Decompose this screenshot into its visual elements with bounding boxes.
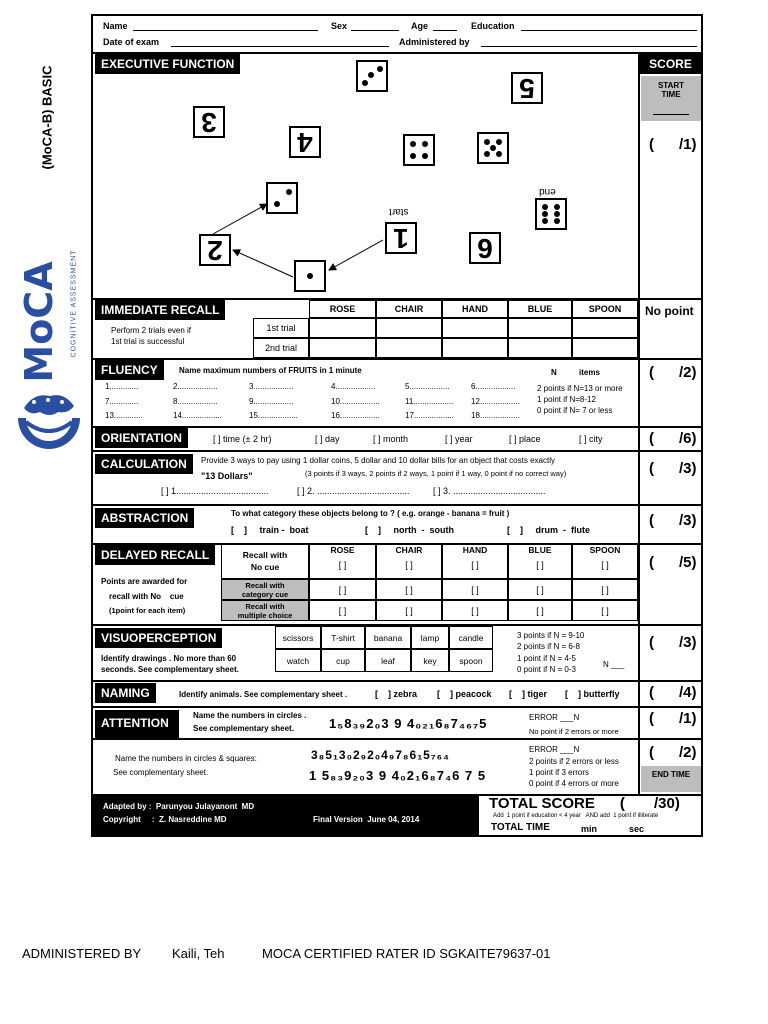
immediate-note-2: 1st trial is successful bbox=[111, 337, 185, 346]
calculation-title: CALCULATION bbox=[95, 454, 193, 474]
number-5[interactable]: 5 bbox=[511, 72, 543, 104]
delayed-col-rose: ROSE bbox=[330, 545, 355, 555]
side-title: (MoCA-B) BASIC bbox=[39, 65, 55, 170]
executive-title: EXECUTIVE FUNCTION bbox=[95, 54, 240, 74]
visuo-item-key[interactable]: key bbox=[411, 649, 449, 672]
age-field[interactable] bbox=[433, 30, 457, 31]
trial1-rose[interactable] bbox=[309, 318, 376, 338]
score-header: SCORE bbox=[640, 54, 701, 74]
trial1-chair[interactable] bbox=[376, 318, 442, 338]
visuo-item-leaf[interactable]: leaf bbox=[365, 649, 411, 672]
trial1-hand[interactable] bbox=[442, 318, 508, 338]
education-field[interactable] bbox=[521, 30, 697, 31]
delayed-category-blue[interactable]: [ ] bbox=[508, 579, 572, 600]
fluency-slot-12[interactable]: 12.................. bbox=[471, 397, 520, 406]
fluency-score[interactable]: ( /2) bbox=[649, 364, 697, 381]
calc-instruction: Provide 3 ways to pay using 1 dollar coins, 5 dollar and 10 dollar bills for an object that costs exactly bbox=[201, 456, 555, 465]
fluency-slot-11[interactable]: 11.................. bbox=[405, 397, 454, 406]
delayed-choice-rose[interactable]: [ ] bbox=[309, 600, 376, 621]
date-label: Date of exam bbox=[103, 37, 160, 47]
attention-error-2-points-1: 1 point if 3 errors bbox=[529, 768, 590, 777]
administered-label: Administered by bbox=[399, 37, 470, 47]
footer-adapted: Adapted by : Parunyou Julayanont MD bbox=[103, 802, 255, 811]
visuo-instruction: Identify drawings . No more than 60 seconds. See complementary sheet. bbox=[101, 654, 239, 674]
name-field[interactable] bbox=[133, 30, 318, 31]
naming-zebra[interactable]: [ ] zebra bbox=[375, 689, 418, 699]
delayed-category-spoon[interactable]: [ ] bbox=[572, 579, 638, 600]
col-rose: ROSE bbox=[309, 300, 376, 318]
visuo-score[interactable]: ( /3) bbox=[649, 634, 697, 651]
naming-title: NAMING bbox=[95, 683, 156, 703]
visuo-points-3: 3 points if N = 9-10 bbox=[517, 631, 585, 640]
orientation-score[interactable]: ( /6) bbox=[649, 430, 697, 447]
fluency-slot-6[interactable]: 6.................. bbox=[471, 382, 516, 391]
fluency-slot-16[interactable]: 16.................. bbox=[331, 411, 380, 420]
delayed-no-cue-hand[interactable]: [ ] bbox=[442, 543, 508, 579]
delayed-note-1: Points are awarded for bbox=[101, 577, 188, 586]
abstraction-title: ABSTRACTION bbox=[95, 508, 194, 528]
dice-one[interactable] bbox=[294, 260, 326, 292]
moca-form bbox=[91, 14, 703, 837]
brain-globe-icon bbox=[14, 388, 84, 450]
bottom-administered-by: ADMINISTERED BY bbox=[22, 946, 142, 961]
attention-sequence-2a: 3₈5₁3₀2₉2₀4₉7₈6₁5₇₆₄ bbox=[311, 748, 450, 762]
orient-day[interactable]: [ ] day bbox=[315, 434, 340, 444]
orientation-title: ORIENTATION bbox=[95, 428, 188, 448]
visuo-item-watch[interactable]: watch bbox=[275, 649, 321, 672]
fluency-slot-14[interactable]: 14.................. bbox=[173, 411, 222, 420]
trial1-blue[interactable] bbox=[508, 318, 572, 338]
total-time-sec[interactable]: sec bbox=[629, 824, 645, 834]
fluency-points-1: 1 point if N=8-12 bbox=[537, 395, 596, 404]
fluency-n-items[interactable]: N items bbox=[551, 368, 600, 377]
dice-three[interactable] bbox=[356, 60, 388, 92]
fluency-slot-5[interactable]: 5.................. bbox=[405, 382, 450, 391]
executive-score[interactable]: ( /1) bbox=[649, 136, 697, 153]
abstraction-north-south[interactable]: [ ] north - south bbox=[365, 525, 454, 535]
total-score[interactable]: TOTAL SCORE ( /30) bbox=[489, 795, 680, 812]
delayed-choice-blue[interactable]: [ ] bbox=[508, 600, 572, 621]
attention-sequence-1: 1₅8₃₉2₀3 9 4₀₂₁6₈7₄₆₇5 bbox=[329, 716, 488, 731]
bottom-rater-id: MOCA CERTIFIED RATER ID SGKAITE79637-01 bbox=[262, 946, 551, 961]
col-chair: CHAIR bbox=[376, 300, 442, 318]
delayed-category-rose[interactable]: [ ] bbox=[309, 579, 376, 600]
attention-error-2[interactable]: ERROR ___N bbox=[529, 745, 580, 754]
delayed-note-2: recall with No cue bbox=[109, 592, 184, 601]
naming-tiger[interactable]: [ ] tiger bbox=[509, 689, 547, 699]
delayed-no-cue-rose[interactable]: [ ] bbox=[309, 543, 376, 579]
total-note: Add 1 point if education < 4 year AND add 1 point if illiterate bbox=[493, 813, 659, 819]
date-field[interactable] bbox=[171, 46, 389, 47]
attention-instruction-1b: See complementary sheet. bbox=[193, 724, 294, 733]
fluency-slot-18[interactable]: 18.................. bbox=[471, 411, 520, 420]
trial-1-label: 1st trial bbox=[253, 318, 309, 338]
attention-error-2-points-2: 2 points if 2 errors or less bbox=[529, 757, 619, 766]
calc-way-3[interactable]: [ ] 3. ..................................... bbox=[433, 486, 546, 496]
bottom-rater-name: Kaili, Teh bbox=[172, 946, 225, 961]
abstraction-instruction: To what category these objects belong to ? ( e.g. orange - banana = fruit ) bbox=[231, 509, 510, 518]
fluency-points-2: 2 points if N=13 or more bbox=[537, 384, 623, 393]
trial2-spoon[interactable] bbox=[572, 338, 638, 358]
attention-error-2-points-0: 0 point if 4 errors or more bbox=[529, 779, 619, 788]
fluency-slot-1[interactable]: 1............. bbox=[105, 382, 139, 391]
immediate-note: Perform 2 trials even if bbox=[111, 326, 192, 335]
visuo-item-candle[interactable]: candle bbox=[449, 626, 493, 649]
fluency-slot-3[interactable]: 3.................. bbox=[249, 382, 294, 391]
name-label: Name bbox=[103, 21, 128, 31]
attention-instruction-1: Name the numbers in circles . bbox=[193, 711, 307, 720]
total-time-label: TOTAL TIME bbox=[491, 822, 550, 833]
fluency-slot-10[interactable]: 10.................. bbox=[331, 397, 380, 406]
education-label: Education bbox=[471, 21, 515, 31]
visuo-points-1: 1 point if N = 4-5 bbox=[517, 654, 576, 663]
visuo-title: VISUOPERCEPTION bbox=[95, 628, 222, 648]
fluency-slot-13[interactable]: 13............. bbox=[105, 411, 143, 420]
immediate-score: No point bbox=[645, 304, 694, 318]
attention-instruction-2b: See complementary sheet. bbox=[113, 768, 209, 777]
attention-score-2[interactable]: ( /2) bbox=[649, 744, 697, 761]
fluency-slot-2[interactable]: 2.................. bbox=[173, 382, 218, 391]
calc-points: (3 points if 3 ways, 2 points if 2 ways, 1 point if 1 way, 0 point if no correct way) bbox=[305, 469, 567, 478]
administered-field[interactable] bbox=[481, 46, 697, 47]
visuo-points-2: 2 points if N = 6-8 bbox=[517, 642, 580, 651]
dice-two[interactable] bbox=[266, 182, 298, 214]
end-time-box[interactable]: END TIME bbox=[641, 766, 701, 792]
delayed-note-3: (1point for each item) bbox=[109, 606, 186, 615]
fluency-points-0: 0 point if N= 7 or less bbox=[537, 406, 613, 415]
fluency-title: FLUENCY bbox=[95, 360, 164, 380]
visuo-item-tshirt[interactable]: T-shirt bbox=[321, 626, 365, 649]
delayed-score[interactable]: ( /5) bbox=[649, 554, 697, 571]
delayed-category-chair[interactable]: [ ] bbox=[376, 579, 442, 600]
end-label: end bbox=[539, 186, 556, 197]
calculation-score[interactable]: ( /3) bbox=[649, 460, 697, 477]
abstraction-drum-flute[interactable]: [ ] drum - flute bbox=[507, 525, 590, 535]
naming-butterfly[interactable]: [ ] butterfly bbox=[565, 689, 620, 699]
naming-instruction: Identify animals. See complementary sheet . bbox=[179, 690, 348, 699]
naming-peacock[interactable]: [ ] peacock bbox=[437, 689, 492, 699]
trial2-blue[interactable] bbox=[508, 338, 572, 358]
age-label: Age bbox=[411, 21, 429, 31]
number-2[interactable]: 2 bbox=[199, 234, 231, 266]
delayed-col-chair: CHAIR bbox=[395, 545, 423, 555]
logo-subtext: COGNITIVE ASSESSMENT bbox=[70, 249, 78, 358]
trial2-hand[interactable] bbox=[442, 338, 508, 358]
visuo-points-0: 0 point if N = 0-3 bbox=[517, 665, 576, 674]
abstraction-score[interactable]: ( /3) bbox=[649, 512, 697, 529]
start-label: start bbox=[389, 206, 409, 217]
fluency-slot-17[interactable]: 17.................. bbox=[405, 411, 454, 420]
visuo-n[interactable]: N ___ bbox=[603, 660, 625, 669]
fluency-slot-7[interactable]: 7............. bbox=[105, 397, 139, 406]
abstraction-train-boat[interactable]: [ ] train - boat bbox=[231, 525, 309, 535]
number-1[interactable]: 1 bbox=[385, 222, 417, 254]
delayed-col-hand: HAND bbox=[462, 545, 488, 555]
fluency-slot-9[interactable]: 9.................. bbox=[249, 397, 294, 406]
attention-instruction-2: Name the numbers in circles & squares: bbox=[115, 754, 257, 763]
delayed-no-cue-spoon[interactable]: [ ] bbox=[572, 543, 638, 579]
number-3[interactable]: 3 bbox=[193, 106, 225, 138]
delayed-no-cue-chair[interactable]: [ ] bbox=[376, 543, 442, 579]
orient-year[interactable]: [ ] year bbox=[445, 434, 473, 444]
trial2-chair[interactable] bbox=[376, 338, 442, 358]
fluency-instruction: Name maximum numbers of FRUITS in 1 minute bbox=[179, 366, 362, 375]
trial2-rose[interactable] bbox=[309, 338, 376, 358]
delayed-row-no-cue: Recall with No cue bbox=[221, 543, 309, 579]
start-time-box[interactable]: START TIME bbox=[641, 76, 701, 121]
visuo-item-banana[interactable]: banana bbox=[365, 626, 411, 649]
col-hand: HAND bbox=[442, 300, 508, 318]
attention-score-1[interactable]: ( /1) bbox=[649, 710, 697, 727]
visuo-item-cup[interactable]: cup bbox=[321, 649, 365, 672]
dice-five[interactable] bbox=[477, 132, 509, 164]
calc-way-1[interactable]: [ ] 1..................................... bbox=[161, 486, 269, 496]
sex-field[interactable] bbox=[351, 30, 399, 31]
dice-six[interactable] bbox=[535, 198, 567, 230]
fluency-slot-8[interactable]: 8.................. bbox=[173, 397, 218, 406]
fluency-slot-4[interactable]: 4.................. bbox=[331, 382, 376, 391]
trial1-spoon[interactable] bbox=[572, 318, 638, 338]
delayed-category-hand[interactable]: [ ] bbox=[442, 579, 508, 600]
calc-amount: "13 Dollars" bbox=[201, 471, 253, 481]
trial-2-label: 2nd trial bbox=[253, 338, 309, 358]
col-blue: BLUE bbox=[508, 300, 572, 318]
total-time-min[interactable]: min bbox=[581, 824, 598, 834]
delayed-choice-spoon[interactable]: [ ] bbox=[572, 600, 638, 621]
logo-text: MoCA bbox=[17, 261, 61, 383]
attention-error-1[interactable]: ERROR ___N bbox=[529, 713, 580, 722]
number-6[interactable]: 6 bbox=[469, 232, 501, 264]
delayed-col-spoon: SPOON bbox=[589, 545, 621, 555]
fluency-slot-15[interactable]: 15.................. bbox=[249, 411, 298, 420]
visuo-item-scissors[interactable]: scissors bbox=[275, 626, 321, 649]
visuo-item-spoon[interactable]: spoon bbox=[449, 649, 493, 672]
immediate-title: IMMEDIATE RECALL bbox=[95, 300, 225, 320]
orient-time[interactable]: [ ] time (± 2 hr) bbox=[213, 434, 272, 444]
footer-version: Final Version June 04, 2014 bbox=[313, 815, 420, 824]
attention-title: ATTENTION bbox=[95, 710, 179, 738]
delayed-col-blue: BLUE bbox=[528, 545, 552, 555]
orient-month[interactable]: [ ] month bbox=[373, 434, 409, 444]
delayed-choice-chair[interactable]: [ ] bbox=[376, 600, 442, 621]
orient-place[interactable]: [ ] place bbox=[509, 434, 541, 444]
naming-score[interactable]: ( /4) bbox=[649, 684, 697, 701]
dice-four[interactable] bbox=[403, 134, 435, 166]
delayed-choice-hand[interactable]: [ ] bbox=[442, 600, 508, 621]
col-spoon: SPOON bbox=[572, 300, 638, 318]
moca-logo bbox=[14, 250, 84, 460]
visuo-item-lamp[interactable]: lamp bbox=[411, 626, 449, 649]
sex-label: Sex bbox=[331, 21, 348, 31]
delayed-row-multiple-choice: Recall with multiple choice bbox=[221, 600, 309, 621]
orient-city[interactable]: [ ] city bbox=[579, 434, 603, 444]
number-4[interactable]: 4 bbox=[289, 126, 321, 158]
attention-sequence-2b: 1 5₈₃9₂₀3 9 4₀2₁6₈7₄6 7 5 bbox=[309, 768, 487, 783]
delayed-row-category-cue: Recall with category cue bbox=[221, 579, 309, 600]
calc-way-2[interactable]: [ ] 2. ..................................... bbox=[297, 486, 410, 496]
attention-error-1-points: No point if 2 errors or more bbox=[529, 727, 619, 736]
delayed-title: DELAYED RECALL bbox=[95, 545, 215, 565]
footer-copyright: Copyright : Z. Nasreddine MD bbox=[103, 815, 227, 824]
delayed-no-cue-blue[interactable]: [ ] bbox=[508, 543, 572, 579]
